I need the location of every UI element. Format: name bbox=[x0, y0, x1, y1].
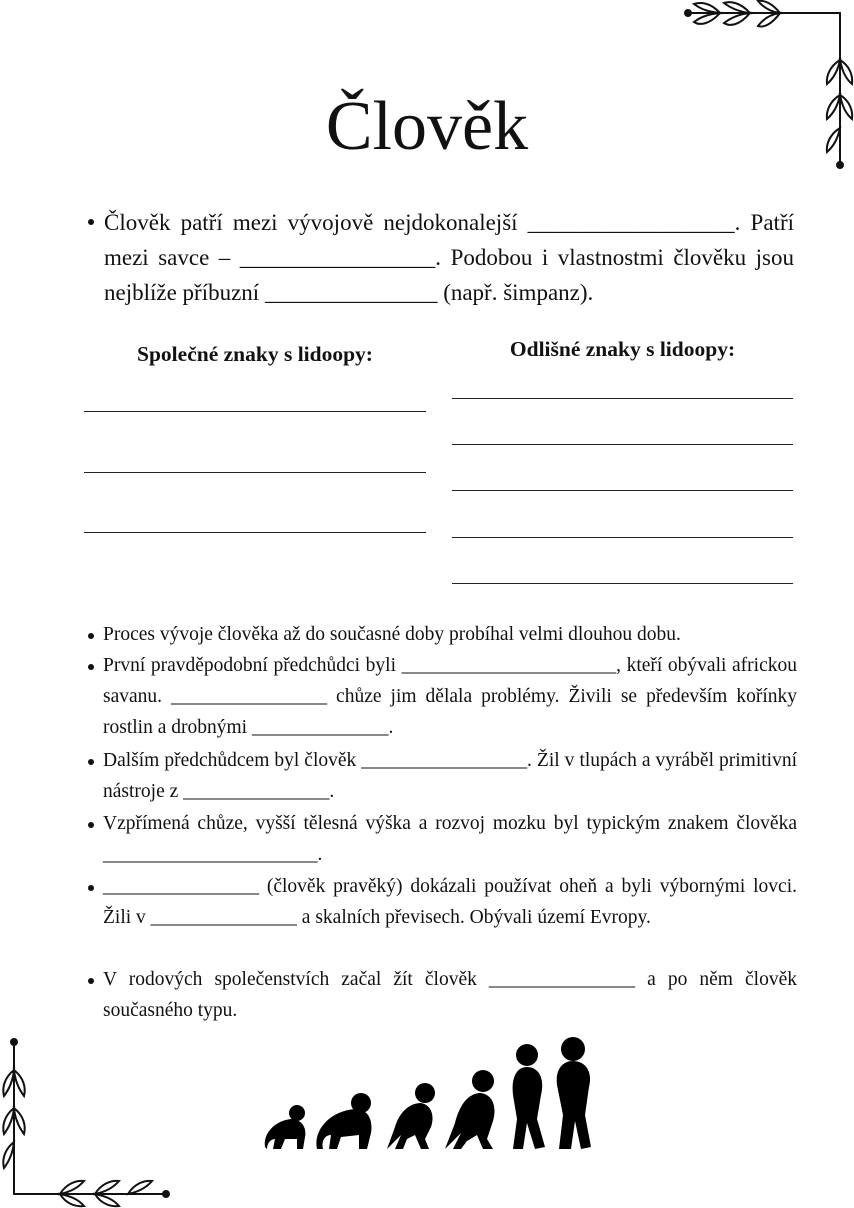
bullet-icon bbox=[88, 822, 94, 828]
human-evolution-silhouettes-icon bbox=[255, 1035, 605, 1157]
answer-line[interactable] bbox=[452, 583, 793, 584]
fact-item: Proces vývoje člověka až do současné doby probíhal velmi dlouhou dobu. bbox=[103, 624, 681, 645]
page-title: Člověk bbox=[325, 88, 529, 165]
bullet-icon bbox=[88, 759, 94, 765]
bullet-icon bbox=[88, 219, 94, 225]
answer-line[interactable] bbox=[84, 411, 426, 412]
bullet-icon bbox=[88, 664, 94, 670]
answer-line[interactable] bbox=[84, 532, 426, 533]
answer-line[interactable] bbox=[84, 472, 426, 473]
answer-line[interactable] bbox=[452, 490, 793, 491]
common-traits-heading: Společné znaky s lidoopy: bbox=[137, 342, 373, 366]
bullet-icon bbox=[88, 885, 94, 891]
different-traits-heading: Odlišné znaky s lidoopy: bbox=[509, 337, 736, 361]
answer-line[interactable] bbox=[452, 537, 793, 538]
bullet-icon bbox=[88, 633, 94, 639]
fact-item: Dalším předchůdcem byl člověk _________________. Žil v tlupách a vyráběl primitivní nástroje z _______________. bbox=[103, 750, 797, 802]
answer-line[interactable] bbox=[452, 444, 793, 445]
fact-item: V rodových společenstvích začal žít člověk _______________ a po něm člověk současného typu. bbox=[103, 969, 797, 1021]
fact-item: ________________ (člověk pravěký) dokázali používat oheň a byli výbornými lovci. Žili v _______________ a skalních převisech. Obývali území Evropy. bbox=[103, 876, 797, 928]
answer-line[interactable] bbox=[452, 398, 793, 399]
fact-item: Vzpřímená chůze, vyšší tělesná výška a rozvoj mozku byl typickým znakem člověka ______________________. bbox=[103, 813, 797, 865]
fact-item: První pravděpodobní předchůdci byli ______________________, kteří obývali africkou savanu. ________________ chůze jim dělala problémy. Živili se především kořínky rostlin a drobnými ______________. bbox=[103, 655, 797, 738]
leaf-branch-icon bbox=[0, 1030, 180, 1208]
intro-paragraph: Člověk patří mezi vývojově nejdokonalejší __________________. Patří mezi savce – _________________. Podobou i vlastnostmi člověku jsou nejblíže příbuzní _______________ (např. šimpanz). bbox=[104, 210, 794, 305]
bullet-icon bbox=[88, 978, 94, 984]
